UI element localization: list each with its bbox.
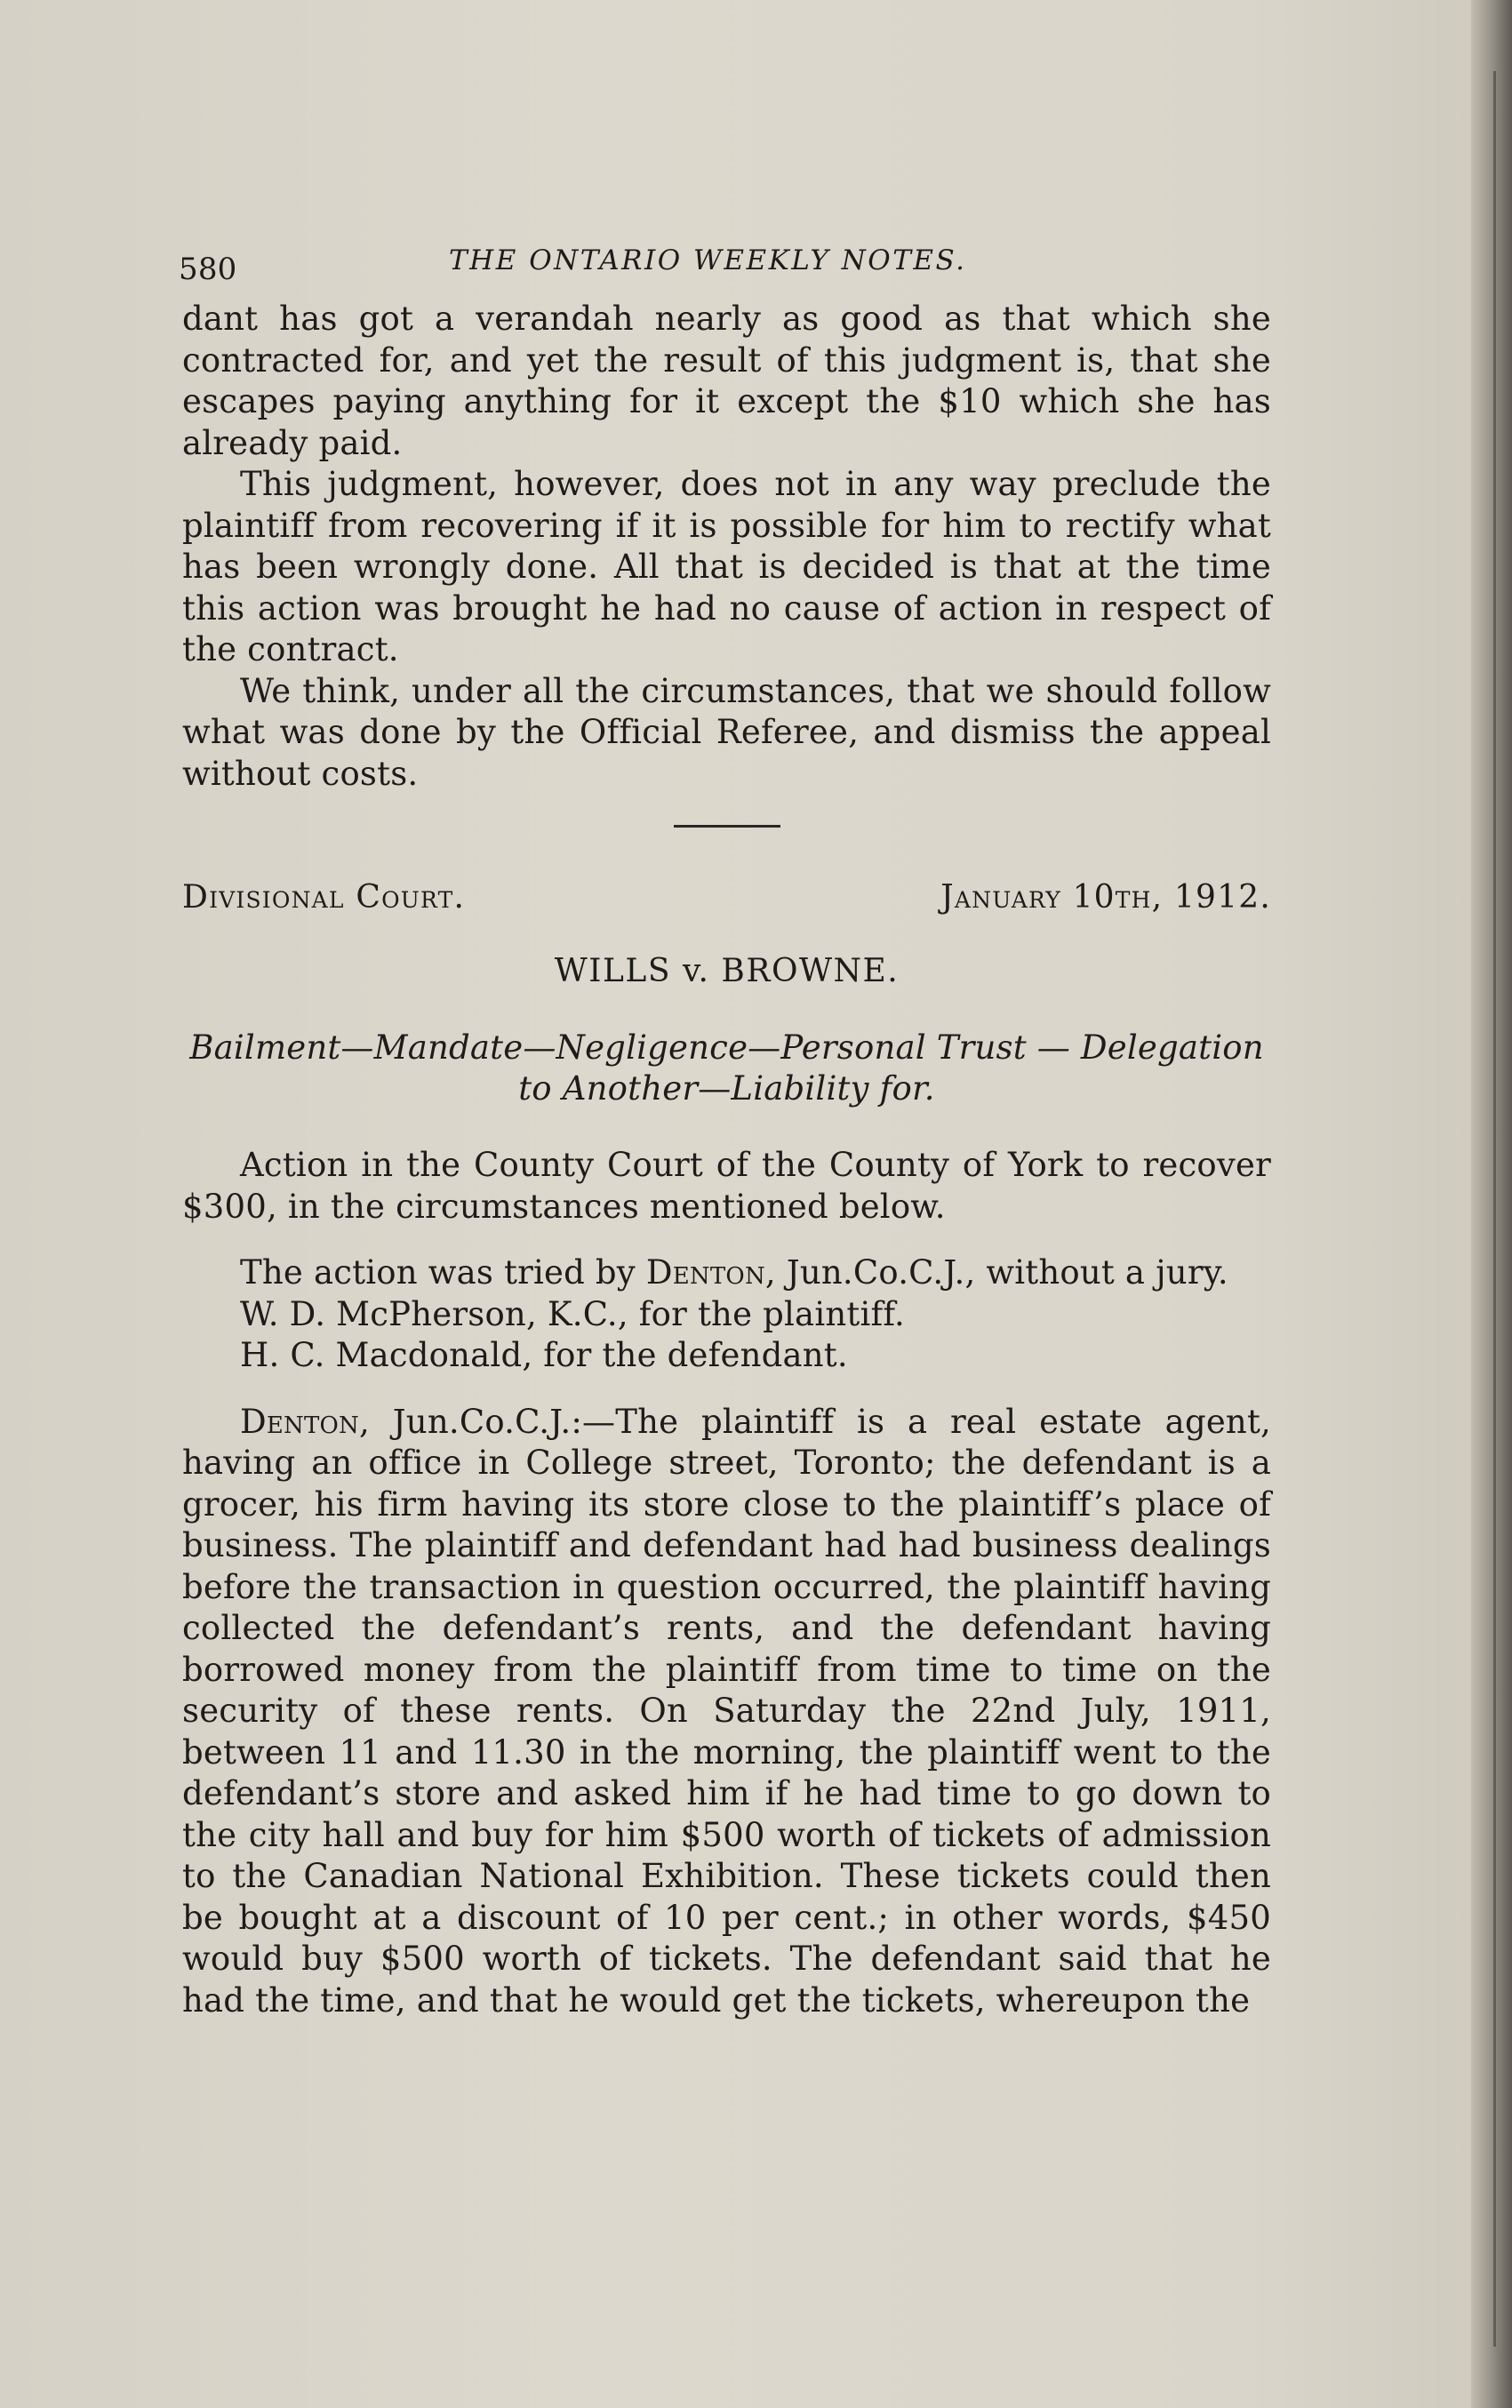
trial-paragraph [182,1252,1271,1294]
page-content [179,231,1271,2021]
judgment-judge: Denton, [240,1402,370,1441]
section-divider [674,825,780,828]
judgment-text: Jun.Co.C.J.:—The plaintiff is a real estate agent, having an office in College street, Toronto; the defendant is a grocer, his firm having its store close to the plaintiff’s place of business. The plaintiff and defendant had had business dealings before the transaction in question occurred, the plaintiff having collected the defendant’s rents, and the defendant having borrowed money from the plaintiff from time to time on the security of these rents. On Saturday the 22nd July, 1911, between 11 and 11.30 in the morning, the plaintiff went to the defendant’s store and asked him if he had time to go down to the city hall and buy for him $500 worth of tickets of admission to the Canadian National Exhibition. These tickets could then be bought at a discount of 10 per cent.; in other words, $450 would buy $500 worth of tickets. The defendant said that he had the time, and that he would get the tickets, whereupon the [182,1402,1271,2020]
previous-case-paragraph: We think, under all the circumstances, that we should follow what was done by the Official Referee, and dismiss the appeal without costs. [182,671,1271,793]
action-paragraph: Action in the County Court of the County of York to recover $300, in the circumstances mentioned below. [182,1146,1271,1226]
court-date-line [182,877,1271,919]
trial-rest: Jun.Co.C.J., without a jury. [775,1253,1228,1292]
court-name: Divisional Court. [182,879,466,916]
case-title: WILLS v. BROWNE. [554,952,900,989]
trial-judge: Denton, [645,1253,776,1292]
headnote-line: Bailment—Mandate—Negligence—Personal Trust — Delegation [189,1028,1264,1067]
counsel-plaintiff: W. D. McPherson, K.C., for the plaintiff. [240,1294,905,1333]
trial-intro: The action was tried by [240,1253,646,1292]
judgment-date: January 10th, 1912. [940,879,1271,916]
previous-case-paragraph: dant has got a verandah nearly as good as that which she contracted for, and yet the result of this judgment is, that she escapes paying anything for it except the $10 which she has already paid. [182,300,1271,462]
headnote [182,1028,1271,1109]
book-page-edge [1471,0,1512,2408]
journal-title: THE ONTARIO WEEKLY NOTES. [449,244,967,276]
counsel-defendant: H. C. Macdonald, for the defendant. [240,1336,848,1374]
previous-case-paragraph: This judgment, however, does not in any way preclude the plaintiff from recovering if it is possible for him to rectify what has been wrongly done. All that is decided is that at the time this action was brought he had no cause of action in respect of the contract. [182,465,1271,668]
page-number: 580 [179,252,237,287]
running-head [179,231,1271,287]
judgment-paragraph [182,1402,1271,2022]
headnote-line: to Another—Liability for. [518,1069,935,1108]
page-edge-shadow [1493,71,1496,2347]
